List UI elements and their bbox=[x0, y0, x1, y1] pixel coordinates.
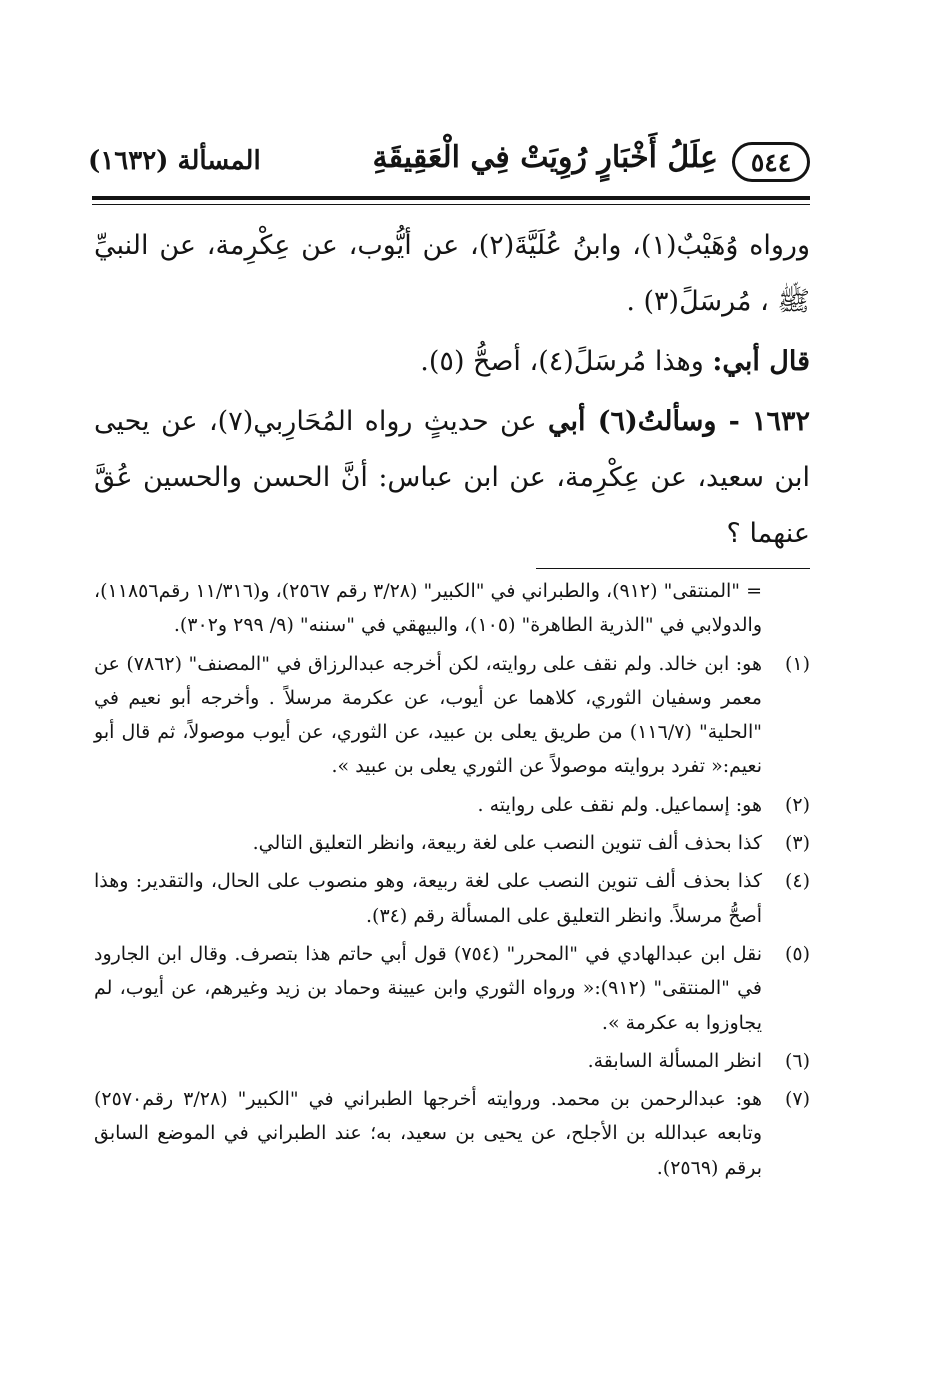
speaker-lead: قال أبي: bbox=[712, 346, 810, 377]
issue-label: المسألة (١٦٣٢) bbox=[88, 146, 261, 176]
footnote-number: (٣) bbox=[784, 832, 810, 855]
footnote-text: كذا بحذف ألف تنوين النصب على لغة ربيعة، وهو منصوب على الحال، والتقدير: وهذا أصحُّ مرسلاً. وانظر التعليق على المسألة رقم (٣٤). bbox=[94, 870, 762, 927]
footnote-item bbox=[94, 937, 810, 1040]
main-text bbox=[94, 218, 810, 562]
paragraph-2 bbox=[94, 334, 810, 390]
book-title: عِلَلُ أَخْبَارٍ رُوِيَتْ فِي الْعَقِيقَةِ bbox=[372, 140, 718, 175]
footnote-text: هو: عبدالرحمن بن محمد. وروايته أخرجها الطبراني في "الكبير" (٣/٢٨ رقم٢٥٧٠) وتابعه عبدالله بن الأجلح، عن يحيى بن سعيد، به؛ عند الطبراني في الموضع السابق برقم (٢٥٦٩). bbox=[94, 1088, 762, 1179]
footnote-item bbox=[94, 647, 810, 784]
footnote-separator bbox=[536, 568, 810, 569]
paragraph-2-body: وهذا مُرسَلً(٤)، أصحُّ (٥). bbox=[420, 346, 713, 377]
footnotes bbox=[94, 574, 810, 1189]
footnote-number: (١) bbox=[784, 652, 810, 675]
footnote-item bbox=[94, 826, 810, 860]
footnote-text: كذا بحذف ألف تنوين النصب على لغة ربيعة، وانظر التعليق التالي. bbox=[252, 832, 762, 855]
footnote-number: (٦) bbox=[784, 1049, 810, 1072]
footnote-item bbox=[94, 788, 810, 822]
footnote-text: هو: ابن خالد. ولم نقف على روايته، لكن أخرجه عبدالرزاق في "المصنف" (٧٨٦٢) عن معمر وسفيان الثوري، كلاهما عن أيوب، عن عكرمة مرسلاً . وأخرجه أبو نعيم في "الحلية" (١١٦/٧) من طريق يعلى بن عبيد، عن الثوري، عن أيوب موصولاً، ثم قال أبو نعيم:« تفرد بروايته موصولاً عن الثوري يعلى بن عبيد ». bbox=[94, 652, 762, 778]
footnote-number: (٥) bbox=[784, 942, 810, 965]
footnote-item bbox=[94, 864, 810, 933]
issue-lead: ١٦٣٢ - وسألتُ(٦) أبي bbox=[548, 406, 810, 437]
page-number: ٥٤٤ bbox=[732, 142, 810, 182]
footnote-number: (٢) bbox=[784, 793, 810, 816]
footnote-text: هو: إسماعيل. ولم نقف على روايته . bbox=[477, 793, 762, 816]
footnote-number: (٤) bbox=[784, 870, 810, 893]
footnote-text: نقل ابن عبدالهادي في "المحرر" (٧٥٤) قول أبي حاتم هذا بتصرف. وقال ابن الجارود في "المنتقى" (٩١٢):« ورواه الثوري وابن عيينة وحماد بن زيد وغيرهم، عن أيوب، لم يجاوزوا به عكرمة ». bbox=[94, 942, 763, 1034]
footnote-item bbox=[94, 1044, 810, 1078]
footnote-item bbox=[94, 1082, 810, 1185]
footnote-text: انظر المسألة السابقة. bbox=[587, 1049, 762, 1072]
footnote-continuation: = "المنتقى" (٩١٢)، والطبراني في "الكبير" (٣/٢٨ رقم ٢٥٦٧)، و(١١/٣١٦ رقم١١٨٥٦)، والدولابي في "الذرية الطاهرة" (١٠٥)، والبيهقي في "سننه" (٩/ ٢٩٩ و٣٠٢). bbox=[94, 580, 763, 637]
paragraph-3-body: عن حديثٍ رواه المُحَارِبي(٧)، عن يحيى ابن سعيد، عن عِكْرِمة، عن ابن عباس: أنَّ الحسن والحسين عُقَّ عنهما ؟ bbox=[94, 406, 810, 549]
paragraph-3 bbox=[94, 394, 810, 562]
paragraph-1: ورواه وُهَيْبٌ(١)، وابنُ عُلَيَّةَ(٢)، عن أيُّوب، عن عِكْرِمة، عن النبيِّ ﷺ ، مُرسَلً(٣) . bbox=[94, 230, 810, 317]
header-rule-thin bbox=[92, 204, 810, 205]
footnote-number: (٧) bbox=[784, 1088, 810, 1111]
header-rule-thick bbox=[92, 196, 810, 200]
running-header bbox=[88, 140, 810, 194]
